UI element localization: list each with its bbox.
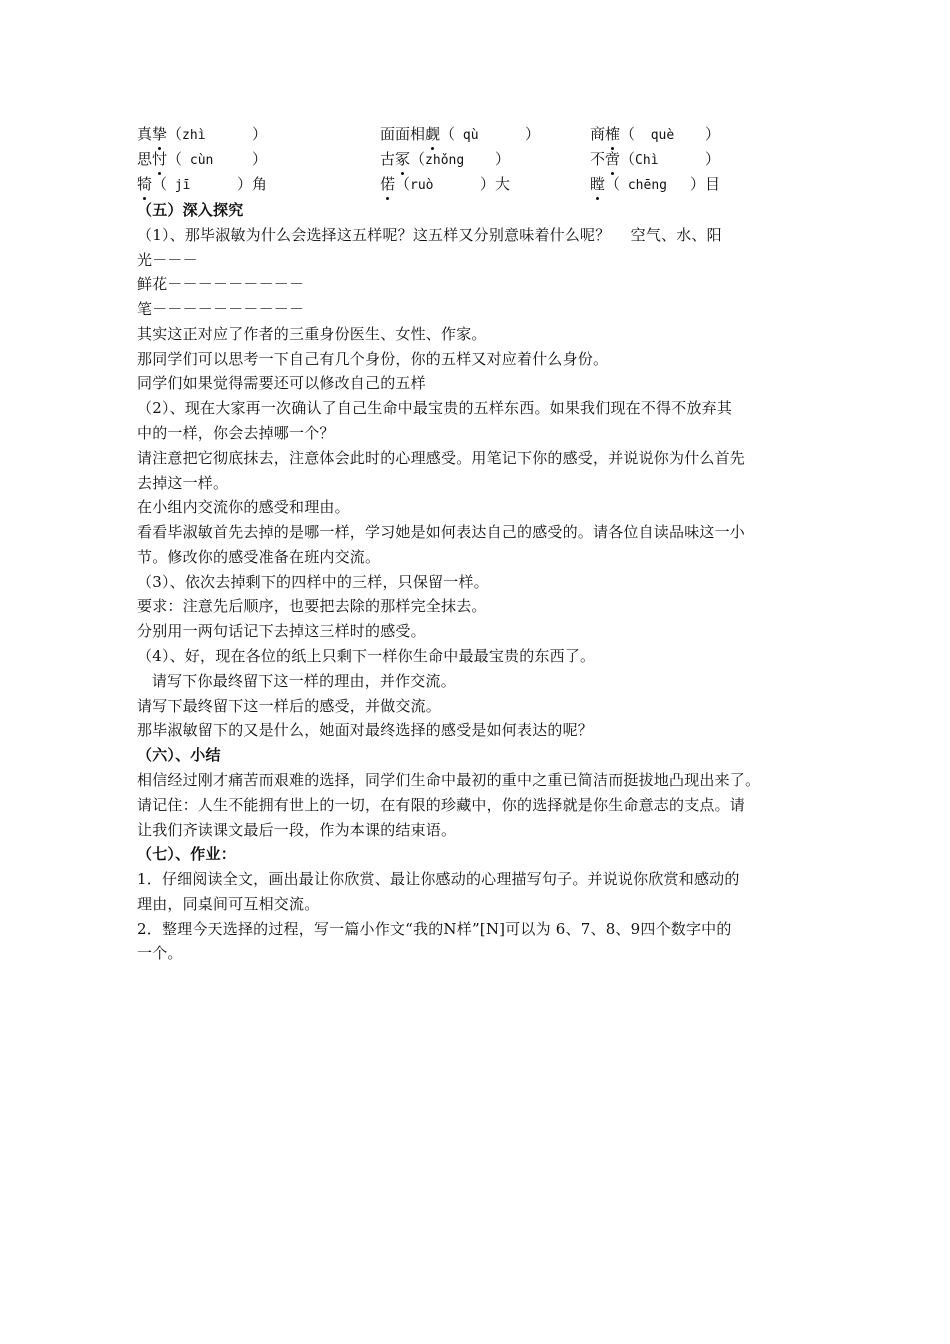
vocab-pinyin: zhì	[182, 128, 206, 143]
vocab-bracket-open: （	[440, 125, 456, 143]
text-line: 鲜花－－－－－－－－－	[137, 275, 305, 294]
vocab-item	[590, 148, 720, 172]
vocab-bracket-close: ）	[525, 125, 541, 143]
vocab-item	[380, 173, 510, 197]
vocab-word-prefix: 真	[137, 125, 153, 143]
vocab-item	[590, 173, 720, 197]
vocab-bracket-close: ）角	[237, 175, 268, 193]
vocab-pinyin: qù	[455, 128, 479, 143]
vocab-pinyin: què	[635, 128, 675, 143]
text-line: 笔－－－－－－－－－－	[137, 300, 305, 319]
vocab-dotted-char: 榷	[605, 125, 621, 143]
vocab-bracket-close: ）	[252, 150, 268, 168]
text-line: 理由，同桌间可互相交流。	[137, 894, 320, 913]
vocab-word-prefix: 古	[380, 150, 396, 168]
text-line: （3）、依次去掉剩下的四样中的三样，只保留一样。	[137, 572, 489, 591]
text-line: 请注意把它彻底抹去，注意体会此时的心理感受。用笔记下你的感受，并说说你为什么首先	[137, 448, 746, 467]
vocab-item	[137, 148, 267, 172]
vocab-bracket-open: （	[605, 175, 621, 193]
vocab-bracket-close: ）目	[690, 175, 721, 193]
vocab-dotted-char: 挚	[152, 125, 168, 143]
text-line: 要求：注意先后顺序，也要把去除的那样完全抹去。	[137, 597, 487, 616]
section-heading: （五）深入探究	[137, 201, 244, 219]
vocab-bracket-open: （	[620, 125, 636, 143]
text-line: 分别用一两句话记下去掉这三样时的感受。	[137, 622, 426, 641]
text-line: 光－－－	[137, 250, 198, 269]
vocab-pinyin: Chì	[635, 153, 659, 168]
vocab-bracket-open: （	[395, 175, 411, 193]
vocab-dotted-char: 犄	[137, 175, 153, 193]
text-line: 2．整理今天选择的过程，写一篇小作文“我的N样”[N]可以为 6、7、8、9四个数字中的	[137, 919, 732, 938]
vocab-word-prefix: 面面相	[380, 125, 426, 143]
text-line: 请写下你最终留下这一样的理由，并作交流。	[137, 671, 456, 690]
vocab-pinyin: jī	[167, 178, 191, 193]
section-heading: （六）、小结	[137, 746, 221, 765]
vocab-pinyin: cùn	[182, 153, 214, 168]
text-line: 同学们如果觉得需要还可以修改自己的五样	[137, 374, 426, 393]
vocab-pinyin: chēng	[620, 178, 667, 193]
vocab-bracket-open: （	[167, 125, 183, 143]
vocab-item	[590, 123, 720, 147]
text-line: 让我们齐读课文最后一段，作为本课的结束语。	[137, 820, 457, 839]
section-heading: （七）、作业：	[137, 845, 236, 864]
vocab-bracket-open: （	[410, 150, 426, 168]
text-line: （2）、现在大家再一次确认了自己生命中最宝贵的五样东西。如果我们现在不得不放弃其	[137, 399, 733, 418]
text-line: 那毕淑敏留下的又是什么，她面对最终选择的感受是如何表达的呢？	[137, 721, 594, 740]
text-line: 1．仔细阅读全文，画出最让你欣赏、最让你感动的心理描写句子。并说说你欣赏和感动的	[137, 870, 740, 889]
text-line: 中的一样，你会去掉哪一个？	[137, 424, 335, 443]
vocab-dotted-char: 啻	[605, 150, 621, 168]
vocab-dotted-char: 忖	[152, 150, 168, 168]
vocab-pinyin: zhǒng	[425, 153, 465, 168]
vocab-dotted-char: 冢	[395, 150, 411, 168]
vocab-item	[137, 173, 267, 197]
text-line: 请写下最终留下这一样后的感受，并做交流。	[137, 696, 442, 715]
vocab-word-prefix: 商	[590, 125, 606, 143]
text-line: （4）、好，现在各位的纸上只剩下一样你生命中最最宝贵的东西了。	[137, 647, 596, 666]
text-line: 相信经过刚才痛苦而艰难的选择，同学们生命中最初的重中之重已简洁而挺拔地凸现出来了。	[137, 770, 761, 789]
vocab-bracket-close: ）	[705, 125, 721, 143]
vocab-bracket-close: ）	[705, 150, 721, 168]
text-line: 看看毕淑敏首先去掉的是哪一样，学习她是如何表达自己的感受的。请各位自读品味这一小	[137, 523, 746, 542]
vocab-bracket-open: （	[167, 150, 183, 168]
vocab-bracket-close: ）	[252, 125, 268, 143]
vocab-word-prefix: 不	[590, 150, 606, 168]
vocab-bracket-close: ）大	[480, 175, 511, 193]
vocab-bracket-close: ）	[495, 150, 511, 168]
text-line: 节。修改你的感受准备在班内交流。	[137, 547, 381, 566]
vocab-pinyin: ruò	[410, 178, 434, 193]
text-line: 一个。	[137, 944, 183, 963]
text-line: 其实这正对应了作者的三重身份医生、女性、作家。	[137, 324, 487, 343]
vocab-item	[380, 123, 540, 147]
vocab-bracket-open: （	[620, 150, 636, 168]
vocab-dotted-char: 偌	[380, 175, 396, 193]
text-line: 请记住：人生不能拥有世上的一切，在有限的珍藏中，你的选择就是你生命意志的支点。请	[137, 795, 746, 814]
text-line: 去掉这一样。	[137, 473, 229, 492]
text-line: 在小组内交流你的感受和理由。	[137, 498, 350, 517]
text-line: （1）、那毕淑敏为什么会选择这五样呢？这五样又分别意味着什么呢？ 空气、水、阳	[137, 225, 722, 244]
vocab-bracket-open: （	[152, 175, 168, 193]
text-line: 那同学们可以思考一下自己有几个身份，你的五样又对应着什么身份。	[137, 349, 609, 368]
vocab-dotted-char: 觑	[425, 125, 441, 143]
vocab-word-prefix: 思	[137, 150, 153, 168]
vocab-dotted-char: 瞠	[590, 175, 606, 193]
vocab-item	[137, 123, 267, 147]
vocab-item	[380, 148, 510, 172]
